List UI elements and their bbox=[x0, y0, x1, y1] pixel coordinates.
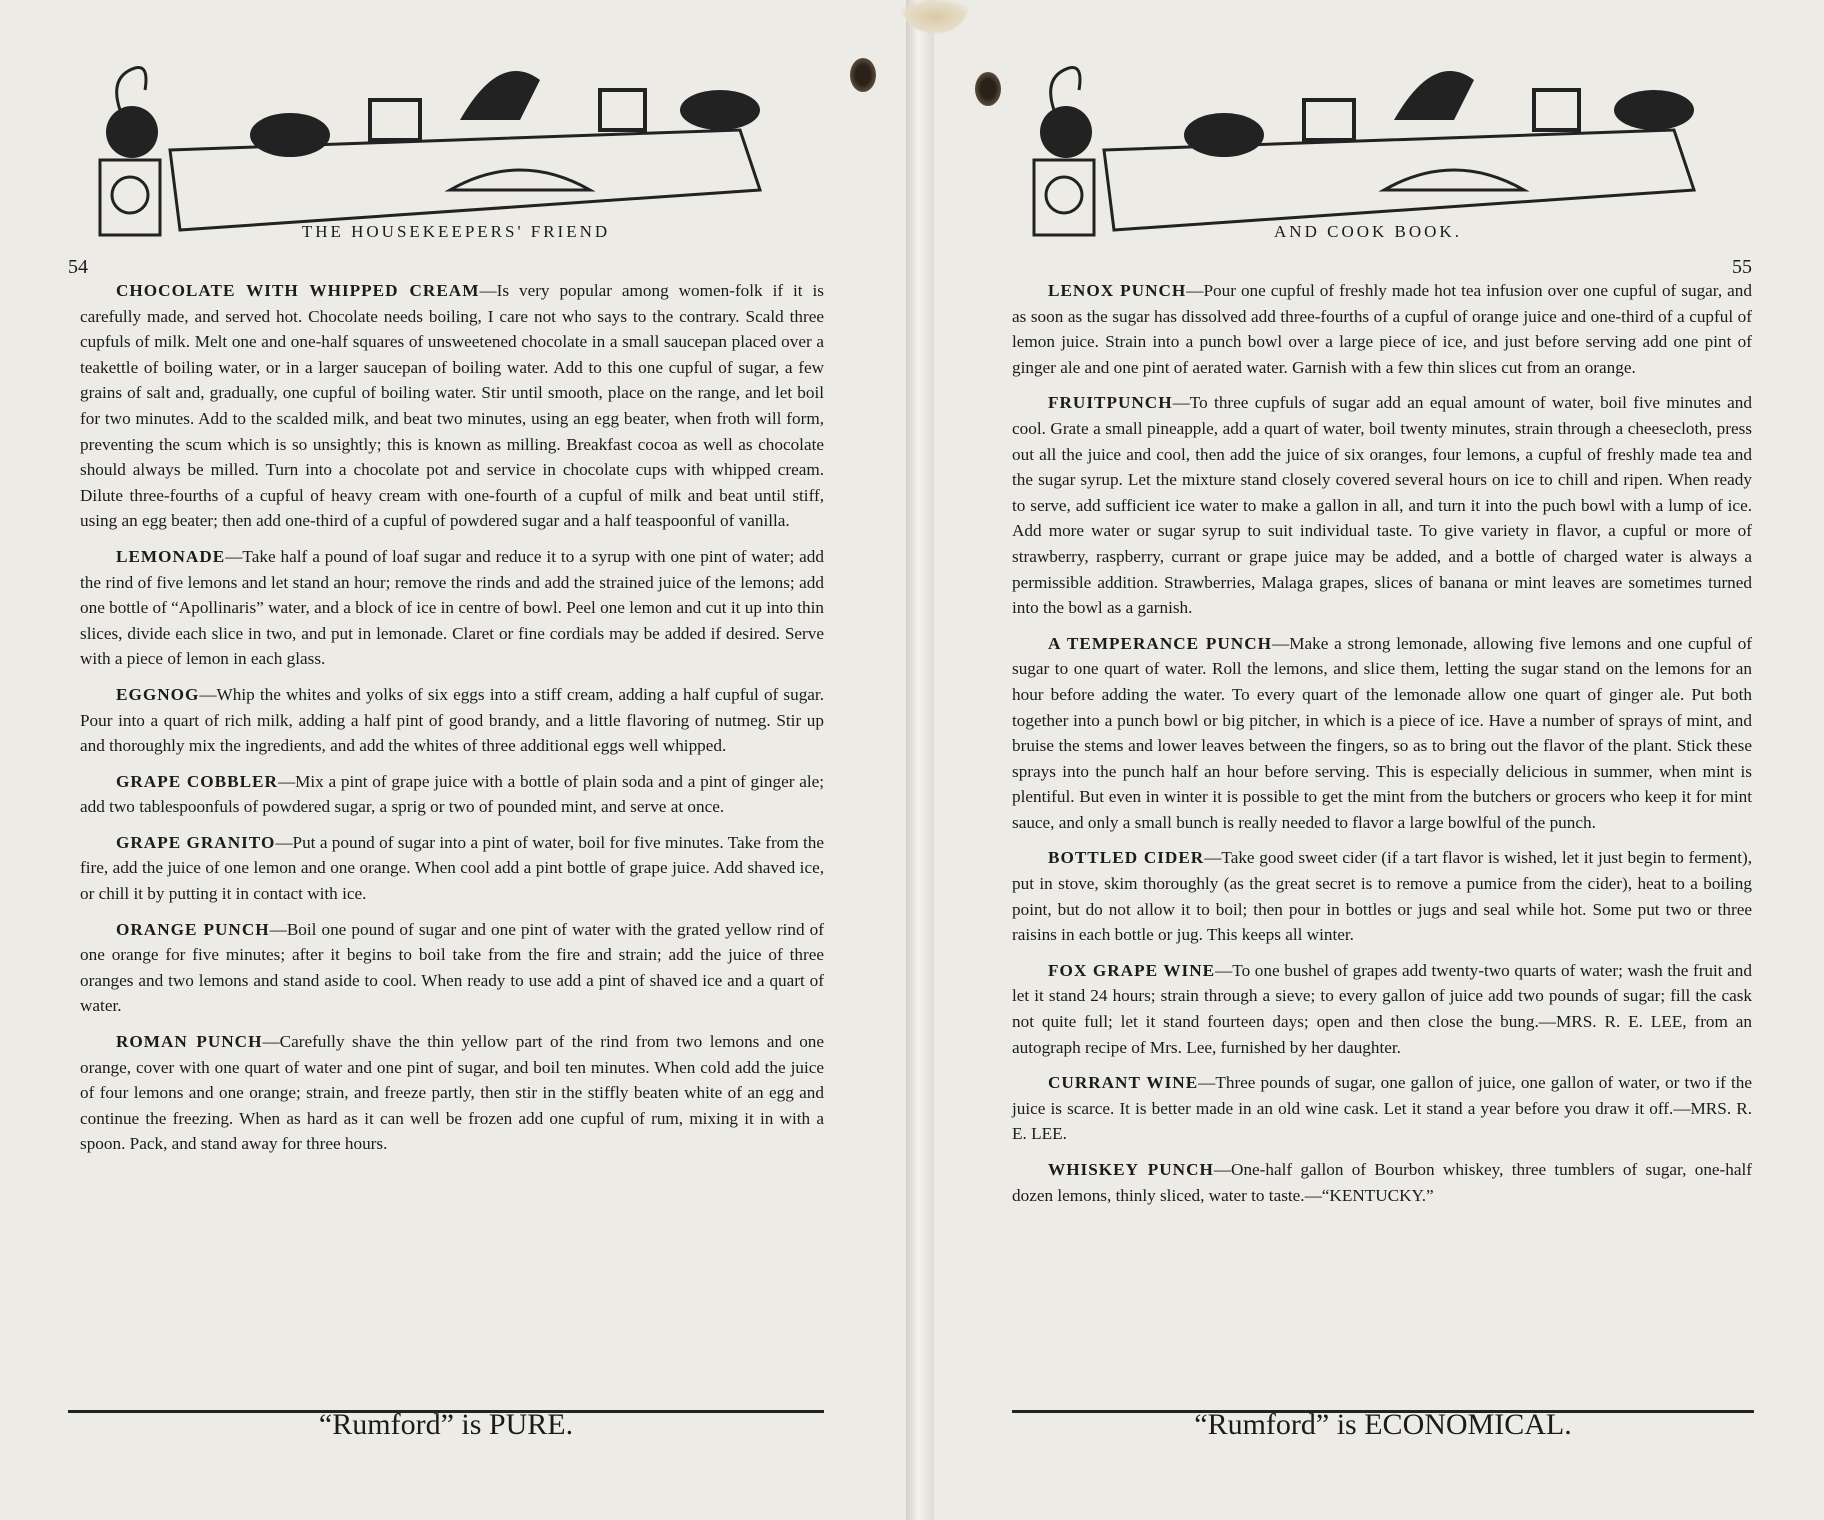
recipe-text: Three pounds of sugar, one gallon of juice, one gallon of water, or two if the juice is scarce. It is better made in an old wine cask. Let it stand a year before you draw it off.—MRS. R. E. LEE. bbox=[1012, 1073, 1752, 1144]
page-number: 54 bbox=[68, 256, 88, 278]
kitchen-banner-illustration bbox=[70, 0, 820, 250]
recipe-entry: A TEMPERANCE PUNCH—Make a strong lemonade, allowing five lemons and one cupful of sugar to one quart of water. Roll the lemons, and slice them, letting the sugar stand on the lemons for an hour before adding the water. To every quart of the lemonade allow one quart of ginger ale. Put both together into a punch bowl or big pitcher, in which is a piece of ice. Have a number of sprays of mint, and bruise the stems and lower leaves between the fingers, so as to bring out the flavor of the plant. Stick these sprays into the punch half an hour before serving. This is especially delicious in summer, when mint is plentiful. But even in winter it is possible to get the mint from the butchers or grocers who keep it for mint sauce, and only a small bunch is really needed to flavor a large bowlful of the punch. bbox=[1012, 633, 1753, 832]
recipe-text: Make a strong lemonade, allowing five lemons and one cupful of sugar to one quart of water. Roll the lemons, and slice them, letting the sugar stand on the lemons for an hour before adding the water. To every quart of the lemonade allow one quart of ginger ale. Put both together into a punch bowl or big pitcher, in which is a piece of ice. Have a number of sprays of mint, and bruise the stems and lower leaves between the fingers, so as to bring out the flavor of the plant. Stick these sprays into the punch half an hour before serving. This is especially delicious in summer, when mint is plentiful. But even in winter it is possible to get the mint from the butchers or grocers who keep it for mint sauce, and only a small bunch is really needed to flavor a large bowlful of the punch. bbox=[1012, 633, 1753, 832]
recipe-text: One-half gallon of Bourbon whiskey, three tumblers of sugar, one-half dozen lemons, thinly sliced, water to taste.—“KENTUCKY.” bbox=[1012, 1160, 1752, 1205]
recipe-title: LENOX PUNCH bbox=[1048, 281, 1187, 300]
recipe-title: GRAPE GRANITO bbox=[116, 832, 276, 852]
running-head: THE HOUSEKEEPERS' FRIEND bbox=[301, 222, 611, 241]
recipe-title: BOTTLED CIDER bbox=[1048, 848, 1205, 868]
binding-hole bbox=[850, 58, 876, 92]
recipe-text: To one bushel of grapes add twenty-two quarts of water; wash the fruit and let it stand 24 hours; strain through a sieve; to every gallon of juice add two pounds of sugar; fill the cask not quite full; let it stand fourteen days; open and then close the bung.—MRS. R. E. LEE, from an autograph recipe of Mrs. Lee, furnished by her daughter. bbox=[1012, 960, 1752, 1057]
running-head: AND COOK BOOK. bbox=[1274, 222, 1462, 241]
binding-hole bbox=[975, 72, 1001, 106]
recipe-entry: GRAPE COBBLER—Mix a pint of grape juice with a bottle of plain soda and a pint of ginger ale; add two tablespoonfuls of powdered sugar, a sprig or two of pounded mint, and serve at once. bbox=[80, 771, 824, 817]
recipe-title: EGGNOG bbox=[116, 684, 200, 704]
recipe-text: Put a pound of sugar into a pint of water, boil for five minutes. Take from the fire, add the juice of one lemon and one orange. When cool add a pint bottle of grape juice. Add shaved ice, or chill it by putting it in contact with ice. bbox=[80, 832, 824, 904]
recipe-text: Mix a pint of grape juice with a bottle of plain soda and a pint of ginger ale; add two tablespoonfuls of powdered sugar, a sprig or two of pounded mint, and serve at once. bbox=[80, 771, 824, 817]
kitchen-shelf-icon bbox=[1014, 40, 1774, 240]
recipe-title: GRAPE COBBLER bbox=[116, 771, 278, 791]
recipe-column bbox=[80, 278, 824, 1167]
recipe-title: CHOCOLATE WITH WHIPPED CREAM bbox=[116, 281, 480, 300]
recipe-title: ROMAN PUNCH bbox=[116, 1032, 263, 1052]
kitchen-shelf-icon bbox=[80, 40, 840, 240]
recipe-title: FRUITPUNCH bbox=[1048, 393, 1173, 413]
recipe-title: LEMONADE bbox=[116, 546, 226, 566]
recipe-title: CURRANT WINE bbox=[1048, 1073, 1199, 1093]
right-page bbox=[912, 0, 1824, 1520]
recipe-title: ORANGE PUNCH bbox=[116, 919, 270, 939]
recipe-text: To three cupfuls of sugar add an equal amount of water, boil five minutes and cool. Grate a small pineapple, add a quart of water, boil twenty minutes, strain through a cheesecloth, press out all the juice and cool, then add the juice of six oranges, four lemons, a cupful of freshly made tea and the sugar syrup. Let the mixture stand closely covered several hours on ice to chill and ripen. When ready to serve, add sufficient ice water to make a gallon in all, and turn it into the puch bowl with a lump of ice. Add more water or sugar syrup to suit individual taste. To give variety in flavor, a cupful or more of strawberry, raspberry, currant or grape juice may be added, and a bottle of charged water is always a permissible addition. Strawberries, Malaga grapes, slices of banana or mint leaves are sometimes turned into the bowl as a garnish. bbox=[1012, 393, 1752, 618]
recipe-text: Take half a pound of loaf sugar and reduce it to a syrup with one pint of water; add the rind of five lemons and let stand an hour; remove the rinds and add the strained juice of the lemons; add one bottle of “Apollinaris” water, and a block of ice in centre of bowl. Peel one lemon and cut it up into thin slices, divide each slice in two, and put in lemonade. Claret or fine cordials may be added if desired. Serve with a piece of lemon in each glass. bbox=[80, 546, 824, 669]
recipe-column bbox=[1012, 278, 1752, 1218]
recipe-text: Carefully shave the thin yellow part of the rind from two lemons and one orange, cover with one quart of water and one pint of sugar, and boil ten minutes. When cold add the juice of four lemons and one orange; strain, and freeze partly, then stir in the stiffly beaten white of an egg and continue the freezing. When as hard as it can well be frozen add one cupful of rum, mixing it in with a spoon. Pack, and stand away for three hours. bbox=[80, 1032, 825, 1154]
recipe-text: Whip the whites and yolks of six eggs into a stiff cream, adding a half cupful of sugar. Pour into a quart of rich milk, adding a half pint of good brandy, and a little flavoring of nutmeg. Stir up and thoroughly mix the ingredients, and add the whites of three additional eggs well whipped. bbox=[80, 684, 824, 756]
recipe-entry: CHOCOLATE WITH WHIPPED CREAM—Is very popular among women-folk if it is carefully made, and served hot. Chocolate needs boiling, I care not who says to the contrary. Scald three cupfuls of milk. Melt one and one-half squares of unsweetened chocolate in a small saucepan placed over a teakettle of boiling water, or in a larger saucepan of boiling water. Add to this one cupful of sugar, a few grains of salt and, gradually, one cupful of boiling water. Stir until smooth, place on the range, and let boil for two minutes. Add to the scalded milk, and beat two minutes, using an egg beater, when froth will form, preventing the scum which is so unsightly; this is known as milling. Breakfast cocoa as well as chocolate should always be milled. Turn into a chocolate pot and service in chocolate cups with whipped cream. Dilute three-fourths of a cupful of heavy cream with one-fourth of a cupful of milk and beat until stiff, using an egg beater; then add one-third of a cupful of powdered sugar and a half teaspoonful of vanilla. bbox=[80, 281, 824, 531]
recipe-text: Pour one cupful of freshly made hot tea infusion over one cupful of sugar, and as soon as the sugar has dissolved add three-fourths of a cupful of orange juice and one-third of a cupful of lemon juice. Strain into a punch bowl over a large piece of ice, and just before serving add one pint of ginger ale and one pint of aerated water. Garnish with a few thin slices cut from an orange. bbox=[1012, 281, 1752, 377]
recipe-text: Boil one pound of sugar and one pint of water with the grated yellow rind of one orange for five minutes; after it begins to boil take from the fire and strain; add the juice of three oranges and two lemons and stand aside to cool. When ready to use add a pint of shaved ice and a quart of water. bbox=[80, 919, 825, 1016]
recipe-entry: ORANGE PUNCH—Boil one pound of sugar and one pint of water with the grated yellow rind of one orange for five minutes; after it begins to boil take from the fire and strain; add the juice of three oranges and two lemons and stand aside to cool. When ready to use add a pint of shaved ice and a quart of water. bbox=[80, 919, 825, 1016]
recipe-entry: FRUITPUNCH—To three cupfuls of sugar add an equal amount of water, boil five minutes and cool. Grate a small pineapple, add a quart of water, boil twenty minutes, strain through a cheesecloth, press out all the juice and cool, then add the juice of six oranges, four lemons, a cupful of freshly made tea and the sugar syrup. Let the mixture stand closely covered several hours on ice to chill and ripen. When ready to serve, add sufficient ice water to make a gallon in all, and turn it into the puch bowl with a lump of ice. Add more water or sugar syrup to suit individual taste. To give variety in flavor, a cupful or more of strawberry, raspberry, currant or grape juice may be added, and a bottle of charged water is always a permissible addition. Strawberries, Malaga grapes, slices of banana or mint leaves are sometimes turned into the bowl as a garnish. bbox=[1012, 393, 1752, 618]
page-number: 55 bbox=[1732, 256, 1752, 278]
recipe-entry: GRAPE GRANITO—Put a pound of sugar into a pint of water, boil for five minutes. Take from the fire, add the juice of one lemon and one orange. When cool add a pint bottle of grape juice. Add shaved ice, or chill it by putting it in contact with ice. bbox=[80, 832, 824, 904]
recipe-title: A TEMPERANCE PUNCH bbox=[1048, 633, 1273, 653]
recipe-entry: LENOX PUNCH—Pour one cupful of freshly made hot tea infusion over one cupful of sugar, and as soon as the sugar has dissolved add three-fourths of a cupful of orange juice and one-third of a cupful of lemon juice. Strain into a punch bowl over a large piece of ice, and just before serving add one pint of ginger ale and one pint of aerated water. Garnish with a few thin slices cut from an orange. bbox=[1012, 281, 1752, 377]
recipe-entry: EGGNOG—Whip the whites and yolks of six eggs into a stiff cream, adding a half cupful of sugar. Pour into a quart of rich milk, adding a half pint of good brandy, and a little flavoring of nutmeg. Stir up and thoroughly mix the ingredients, and add the whites of three additional eggs well whipped. bbox=[80, 684, 824, 756]
page-footer: “Rumford” is ECONOMICAL. bbox=[1194, 1408, 1572, 1441]
recipe-entry: ROMAN PUNCH—Carefully shave the thin yellow part of the rind from two lemons and one orange, cover with one quart of water and one pint of sugar, and boil ten minutes. When cold add the juice of four lemons and one orange; strain, and freeze partly, then stir in the stiffly beaten white of an egg and continue the freezing. When as hard as it can well be frozen add one cupful of rum, mixing it in with a spoon. Pack, and stand away for three hours. bbox=[80, 1032, 825, 1154]
recipe-entry: CURRANT WINE—Three pounds of sugar, one gallon of juice, one gallon of water, or two if the juice is scarce. It is better made in an old wine cask. Let it stand a year before you draw it off.—MRS. R. E. LEE. bbox=[1012, 1073, 1752, 1144]
recipe-text: Take good sweet cider (if a tart flavor is wished, let it just begin to ferment), put in stove, skim thoroughly (as the great secret is to remove a pumice from the cider), heat to a boiling point, but do not allow it to boil; then pour in bottles or jugs and seal while hot. Some put two or three raisins in each bottle or jug. This keeps all winter. bbox=[1012, 848, 1752, 945]
recipe-entry: FOX GRAPE WINE—To one bushel of grapes add twenty-two quarts of water; wash the fruit and let it stand 24 hours; strain through a sieve; to every gallon of juice add two pounds of sugar; fill the cask not quite full; let it stand fourteen days; open and then close the bung.—MRS. R. E. LEE, from an autograph recipe of Mrs. Lee, furnished by her daughter. bbox=[1012, 960, 1752, 1057]
page-footer: “Rumford” is PURE. bbox=[318, 1408, 574, 1441]
recipe-text: Is very popular among women-folk if it is carefully made, and served hot. Chocolate needs boiling, I care not who says to the contrary. Scald three cupfuls of milk. Melt one and one-half squares of unsweetened chocolate in a small saucepan placed over a teakettle of boiling water, or in a larger saucepan of boiling water. Add to this one cupful of sugar, a few grains of salt and, gradually, one cupful of boiling water. Stir until smooth, place on the range, and let boil for two minutes. Add to the scalded milk, and beat two minutes, using an egg beater, when froth will form, preventing the scum which is so unsightly; this is known as milling. Breakfast cocoa as well as chocolate should always be milled. Turn into a chocolate pot and service in chocolate cups with whipped cream. Dilute three-fourths of a cupful of heavy cream with one-fourth of a cupful of milk and beat until stiff, using an egg beater; then add one-third of a cupful of powdered sugar and a half teaspoonful of vanilla. bbox=[80, 281, 824, 531]
recipe-title: FOX GRAPE WINE bbox=[1048, 960, 1216, 980]
recipe-entry: LEMONADE—Take half a pound of loaf sugar and reduce it to a syrup with one pint of water; add the rind of five lemons and let stand an hour; remove the rinds and add the strained juice of the lemons; add one bottle of “Apollinaris” water, and a block of ice in centre of bowl. Peel one lemon and cut it up into thin slices, divide each slice in two, and put in lemonade. Claret or fine cordials may be added if desired. Serve with a piece of lemon in each glass. bbox=[80, 546, 824, 669]
recipe-entry: WHISKEY PUNCH—One-half gallon of Bourbon whiskey, three tumblers of sugar, one-half dozen lemons, thinly sliced, water to taste.—“KENTUCKY.” bbox=[1012, 1160, 1752, 1205]
recipe-title: WHISKEY PUNCH bbox=[1048, 1160, 1214, 1179]
book-gutter bbox=[906, 0, 934, 1520]
kitchen-banner-illustration bbox=[1004, 0, 1754, 250]
recipe-entry: BOTTLED CIDER—Take good sweet cider (if a tart flavor is wished, let it just begin to ferment), put in stove, skim thoroughly (as the great secret is to remove a pumice from the cider), heat to a boiling point, but do not allow it to boil; then pour in bottles or jugs and seal while hot. Some put two or three raisins in each bottle or jug. This keeps all winter. bbox=[1012, 848, 1752, 945]
